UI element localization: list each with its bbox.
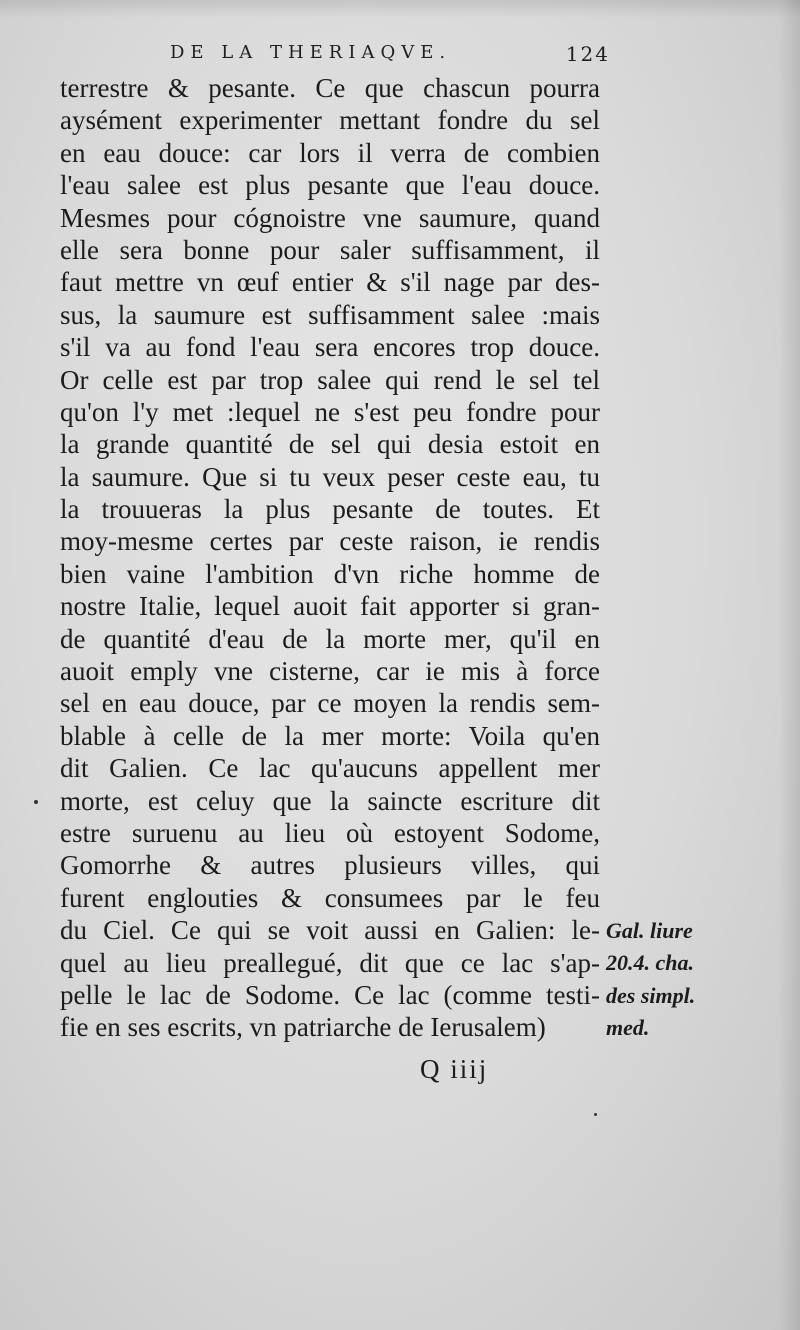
citation-line: med. <box>606 1015 650 1041</box>
marginal-citation <box>606 915 796 1045</box>
text-line: sus, la saumure est suffisamment salee :mais <box>60 299 600 330</box>
text-line: quel au lieu preallegué, dit que ce lac s'ap- <box>60 947 600 978</box>
text-line: Or celle est par trop salee qui rend le sel tel <box>60 364 600 395</box>
page-header <box>170 42 610 72</box>
text-line: blable à celle de la mer morte: Voila qu'en <box>60 720 600 751</box>
text-line: du Ciel. Ce qui se voit aussi en Galien: le- <box>60 915 600 946</box>
text-line: s'il va au fond l'eau sera encores trop douce. <box>60 332 600 363</box>
text-line: Gomorrhe & autres plusieurs villes, qui <box>60 850 600 881</box>
text-line: en eau douce: car lors il verra de combien <box>60 137 600 168</box>
citation-line: 20.4. cha. <box>606 950 694 976</box>
text-line: la trouueras la plus pesante de toutes. Et <box>60 494 600 525</box>
text-line: terrestre & pesante. Ce que chascun pourra <box>60 73 600 103</box>
running-head: DE LA THERIAQVE. <box>170 42 452 63</box>
citation-line: des simpl. <box>606 982 696 1008</box>
page-edge-shadow <box>778 0 800 1330</box>
text-line: pelle le lac de Sodome. Ce lac (comme testi- <box>60 979 600 1010</box>
text-line: sel en eau douce, par ce moyen la rendis sem- <box>60 688 600 719</box>
text-line: moy-mesme certes par ceste raison, ie rendis <box>60 526 600 557</box>
text-line: l'eau salee est plus pesante que l'eau douce. <box>60 170 600 201</box>
text-line: fie en ses escrits, vn patriarche de Ierusalem) <box>60 1012 546 1043</box>
ink-bleed-through <box>640 250 790 310</box>
text-line: furent englouties & consumees par le feu <box>60 882 600 913</box>
text-line: bien vaine l'ambition d'vn riche homme de <box>60 558 600 589</box>
text-line: la saumure. Que si tu veux peser ceste eau, tu <box>60 461 600 492</box>
text-line: morte, est celuy que la saincte escriture dit <box>60 785 600 816</box>
text-line: elle sera bonne pour saler suffisamment, il <box>60 234 600 265</box>
page-number: 124 <box>565 42 610 66</box>
text-line: de quantité d'eau de la morte mer, qu'il en <box>60 623 600 654</box>
text-line: faut mettre vn œuf entier & s'il nage par des- <box>60 267 600 298</box>
page-top-shadow <box>0 0 800 18</box>
ink-speck <box>594 1113 597 1116</box>
text-line: qu'on l'y met :lequel ne s'est peu fondre pour <box>60 396 600 427</box>
text-line: aysément experimenter mettant fondre du sel <box>60 105 600 136</box>
main-text-block <box>60 72 600 1044</box>
text-line: estre suruenu au lieu où estoyent Sodome, <box>60 817 600 848</box>
text-line: nostre Italie, lequel auoit fait apporter si gran- <box>60 591 600 622</box>
citation-line: Gal. liure <box>606 918 693 943</box>
text-line: auoit emply vne cisterne, car ie mis à force <box>60 656 600 687</box>
text-line: la grande quantité de sel qui desia estoit en <box>60 429 600 460</box>
signature-mark: Q iiij <box>420 1054 489 1084</box>
ink-speck <box>34 800 38 804</box>
text-line: dit Galien. Ce lac qu'aucuns appellent mer <box>60 753 600 784</box>
text-line: Mesmes pour cógnoistre vne saumure, quand <box>60 202 600 233</box>
